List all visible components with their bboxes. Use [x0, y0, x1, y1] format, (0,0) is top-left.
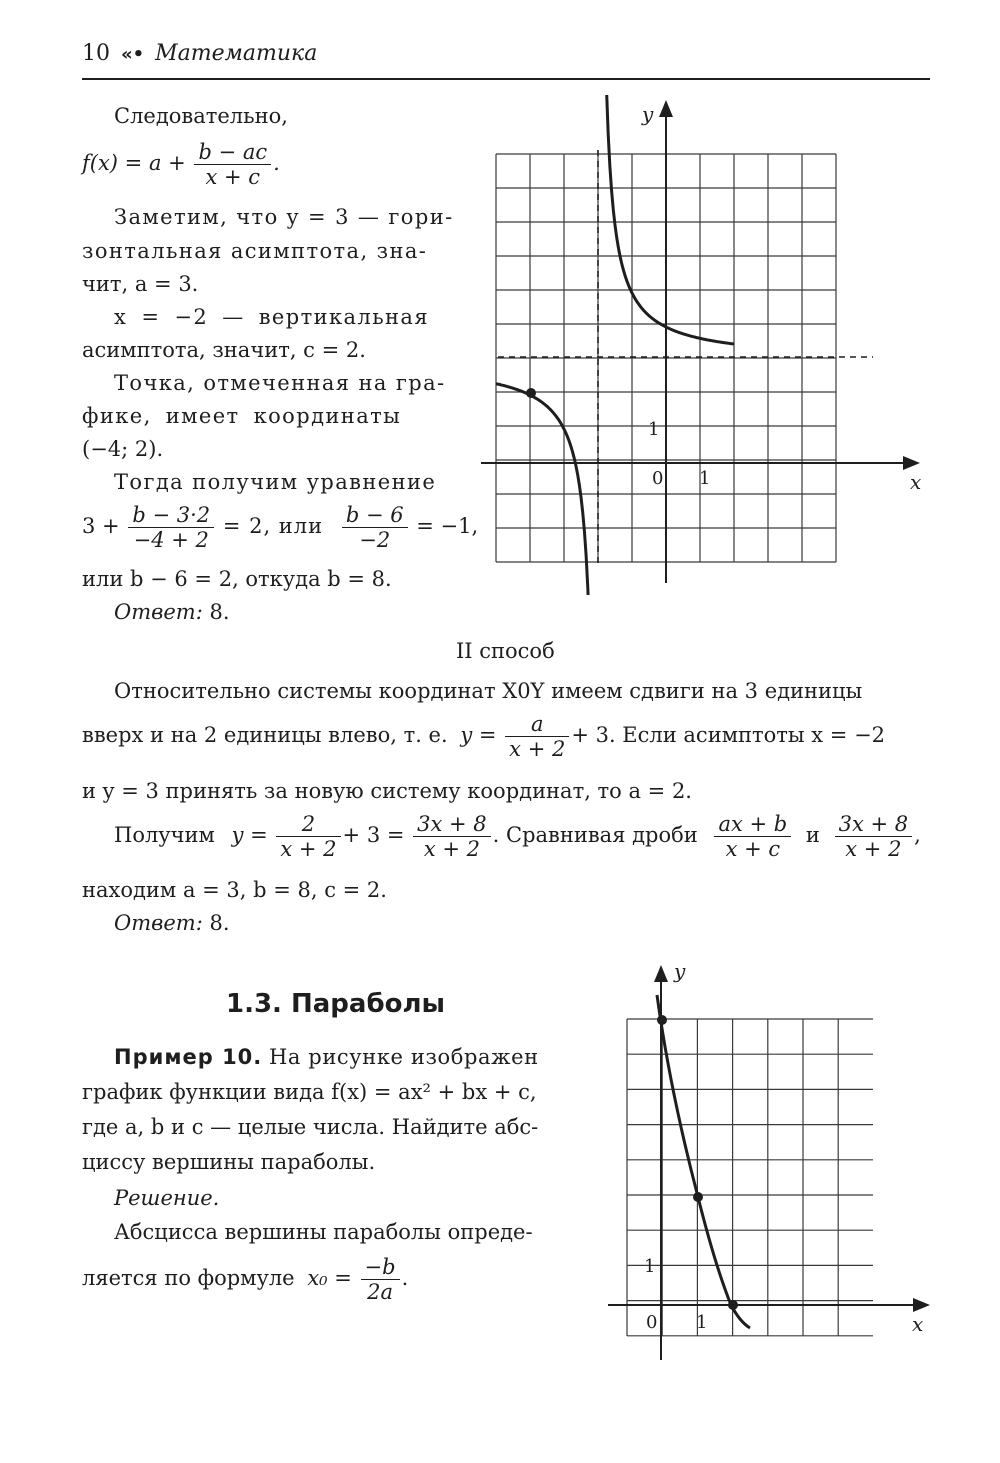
marked-point	[657, 1015, 667, 1025]
y-unit-label: 1	[644, 1256, 656, 1277]
text-line: циссу вершины параболы.	[82, 1150, 376, 1174]
fraction	[276, 812, 340, 861]
text-line: и y = 3 принять за новую систему координат, то a = 2.	[82, 779, 692, 803]
fraction	[714, 812, 791, 861]
answer-label: Ответ:	[114, 911, 203, 935]
origin-label: 0	[646, 1312, 658, 1333]
text-line: x = −2 — вертикальная	[114, 305, 429, 329]
example-label: Пример 10.	[114, 1045, 263, 1069]
formula-lhs: y =	[231, 823, 268, 847]
section-subheading: II способ	[456, 639, 555, 663]
page-number: 10	[82, 41, 110, 66]
text-line: или b − 6 = 2, откуда b = 8.	[82, 567, 392, 591]
answer-value: 8.	[209, 600, 230, 624]
fraction-numerator: b − 6	[342, 503, 408, 528]
fraction-denominator: x + c	[725, 837, 781, 861]
marked-point	[728, 1300, 738, 1310]
hyperbola-left-branch	[496, 384, 591, 595]
text-line: Точка, отмеченная на гра-	[114, 371, 446, 395]
text-line: где a, b и c — целые числа. Найдите абс-	[82, 1115, 539, 1139]
fraction-denominator: 2a	[367, 1280, 394, 1304]
text-line: Заметим, что y = 3 — гори-	[114, 205, 454, 229]
text-line: Абсцисса вершины параболы опреде-	[114, 1220, 533, 1244]
text-part: . Сравнивая дроби	[492, 823, 698, 847]
header-bullet-icon: «•	[121, 44, 145, 65]
x-unit-label: 1	[699, 468, 711, 489]
text-part: Получим	[114, 823, 215, 847]
fraction	[342, 503, 408, 552]
text-line: находим a = 3, b = 8, c = 2.	[82, 878, 387, 902]
x-unit-label: 1	[696, 1312, 708, 1333]
text-line: зонтальная асимптота, зна-	[82, 239, 428, 263]
answer-label: Ответ:	[114, 600, 203, 624]
equation-part: = −1,	[416, 514, 479, 538]
solution-label: Решение.	[114, 1186, 220, 1210]
answer-line	[114, 598, 230, 626]
text-line-with-formula	[82, 1255, 408, 1304]
formula-lhs: f(x) = a +	[82, 151, 186, 175]
fraction-denominator: x + 2	[509, 737, 566, 761]
section-name: Математика	[155, 41, 318, 66]
y-axis-label: y	[642, 102, 654, 126]
fraction	[361, 1255, 400, 1304]
fraction-numerator: b − ac	[194, 140, 271, 165]
fraction	[505, 712, 569, 761]
hyperbola-graph	[478, 95, 938, 595]
formula-end: .	[273, 151, 280, 175]
fraction-numerator: a	[505, 712, 569, 737]
equation-part: = 2, или	[222, 514, 324, 538]
fraction-denominator: −2	[359, 528, 391, 552]
parabola-curve	[657, 995, 750, 1328]
answer-value: 8.	[209, 911, 230, 935]
text-line: (−4; 2).	[82, 437, 164, 461]
equation-line	[82, 503, 478, 552]
text-part: .	[401, 1266, 409, 1290]
marked-point	[693, 1192, 703, 1202]
text-line: чит, a = 3.	[82, 272, 199, 296]
text-line: фике, имеет координаты	[82, 404, 402, 428]
fraction-denominator: −4 + 2	[133, 528, 209, 552]
text-line: Относительно системы координат X0Y имеем сдвиги на 3 единицы	[114, 679, 863, 703]
text-line: Тогда получим уравнение	[114, 470, 437, 494]
parabola-graph	[600, 960, 945, 1370]
text-part: ляется по формуле	[82, 1266, 295, 1290]
example-line	[114, 1043, 539, 1071]
text-part: и	[805, 823, 820, 847]
fraction-numerator: b − 3·2	[128, 503, 214, 528]
text-line: Следовательно,	[114, 104, 288, 128]
fraction-numerator: 3x + 8	[413, 812, 491, 837]
x-axis-arrow-icon	[903, 456, 920, 470]
fraction	[194, 140, 271, 189]
fraction	[835, 812, 913, 861]
fraction-numerator: −b	[361, 1255, 400, 1280]
y-axis-label: y	[674, 960, 686, 983]
text-part: вверх и на 2 единицы влево, т. е.	[82, 723, 448, 747]
fraction	[413, 812, 491, 861]
x-axis-label: x	[910, 470, 922, 494]
x-axis-label: x	[912, 1312, 924, 1336]
text-part: + 3 =	[342, 823, 405, 847]
x-axis-arrow-icon	[913, 1298, 930, 1312]
text-part: ,	[914, 823, 921, 847]
text-line: асимптота, значит, c = 2.	[82, 338, 366, 362]
y-unit-label: 1	[648, 419, 660, 440]
text-line-with-formula	[82, 712, 885, 761]
fraction-numerator: ax + b	[714, 812, 791, 837]
text-part: + 3. Если асимптоты x = −2	[571, 723, 886, 747]
fraction-numerator: 3x + 8	[835, 812, 913, 837]
formula-lhs: y =	[460, 723, 497, 747]
section-heading: 1.3. Параболы	[226, 989, 446, 1019]
formula-lhs: x₀ =	[307, 1266, 352, 1290]
fraction	[128, 503, 214, 552]
fraction-denominator: x + 2	[280, 837, 337, 861]
origin-label: 0	[652, 468, 664, 489]
fraction-numerator: 2	[276, 812, 340, 837]
header-rule	[82, 78, 930, 80]
text-part: На рисунке изображен	[268, 1045, 539, 1069]
marked-point	[526, 388, 536, 398]
fraction-denominator: x + c	[205, 165, 261, 189]
hyperbola-right-branch	[607, 95, 735, 344]
formula-f	[82, 140, 280, 189]
equation-part: 3 +	[82, 514, 120, 538]
y-axis-arrow-icon	[659, 100, 673, 117]
text-line-with-formula	[114, 812, 921, 861]
answer-line	[114, 909, 230, 937]
text-line: график функции вида f(x) = ax² + bx + c,	[82, 1080, 537, 1104]
graph-grid	[627, 1019, 873, 1336]
fraction-denominator: x + 2	[845, 837, 902, 861]
running-header	[82, 40, 317, 69]
fraction-denominator: x + 2	[423, 837, 480, 861]
y-axis-arrow-icon	[654, 965, 668, 982]
